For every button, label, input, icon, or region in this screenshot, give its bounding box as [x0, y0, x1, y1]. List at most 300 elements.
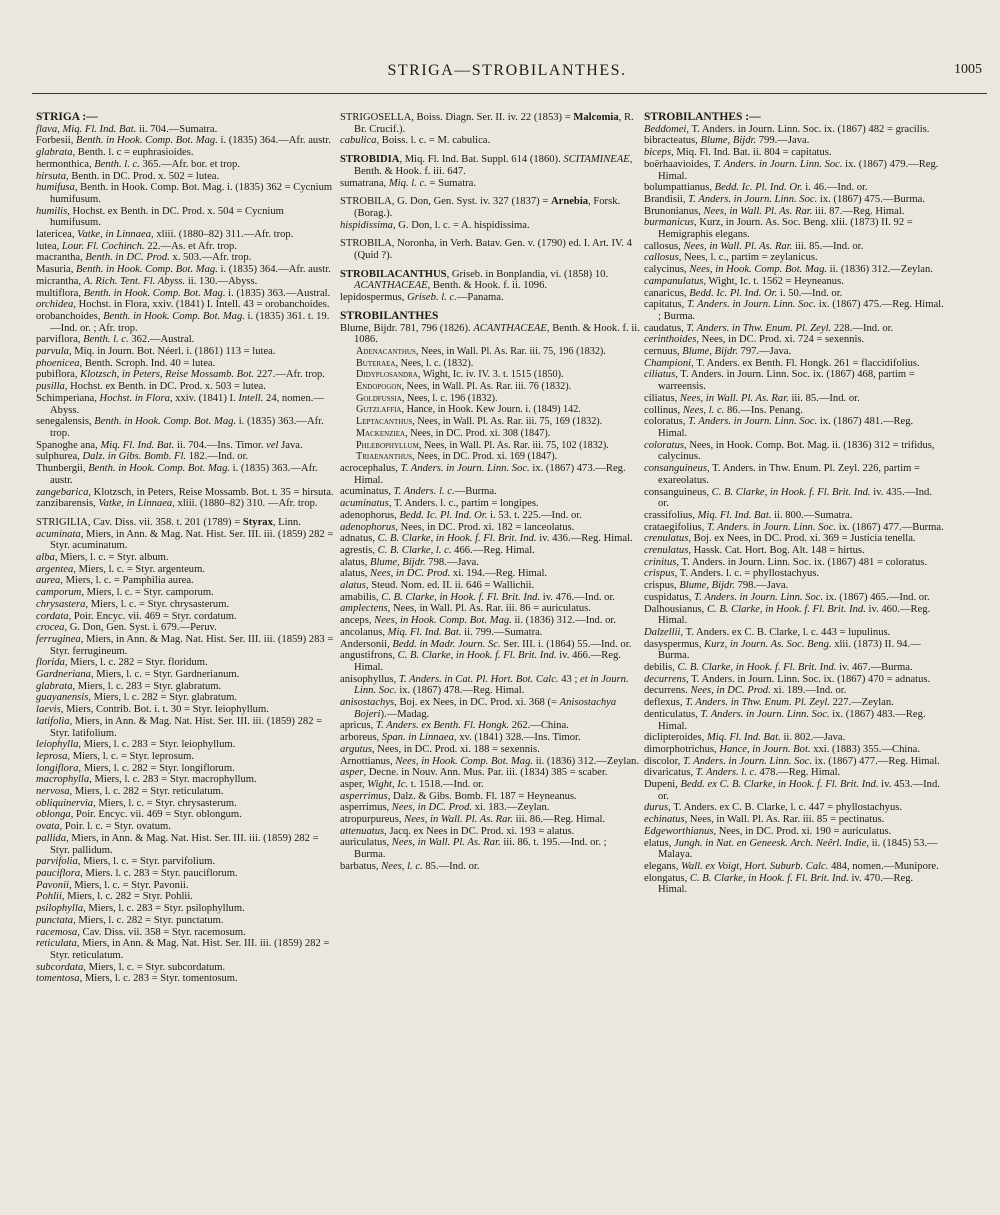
index-entry — [36, 833, 336, 856]
entry-text: , Benth. Scroph. Ind. 40 = lutea. — [79, 357, 216, 369]
entry-text: , Nees, l. c. 196 (1832). — [401, 392, 498, 404]
index-entry — [340, 767, 640, 779]
entry-text: , Nees, in Wall. Pl. As. Rar. iii. 85 = pectinatus. — [684, 814, 885, 826]
italic-text: T. Anders. in Journ. Linn. Soc. — [686, 299, 817, 311]
index-entry — [340, 697, 640, 720]
entry-text: acrocephalus, — [340, 462, 401, 474]
italic-text: ferruginea — [36, 633, 81, 645]
entry-text: , Benth. l. c = euphrasioides. — [72, 147, 194, 159]
index-entry — [340, 486, 640, 498]
italic-text: zangebarica — [36, 486, 89, 498]
index-entry — [644, 779, 944, 802]
entry-text: crataegifolius, — [644, 521, 707, 533]
italic-text: racemosa — [36, 926, 78, 938]
entry-text: Schimperiana, — [36, 392, 100, 404]
entry-text: , Miers, l. c. 282 = Styr. reticulatum. — [69, 786, 224, 798]
index-entry — [340, 292, 640, 304]
index-entry — [36, 868, 336, 880]
italic-text: ovata — [36, 821, 60, 833]
entry-text: , Miers, l. c. 283 = Styr. glabratum. — [72, 680, 222, 692]
index-entry — [36, 276, 336, 288]
genus-synonym: Gutzlaffia — [356, 404, 402, 416]
index-entry — [340, 861, 640, 873]
entry-text: —Panama. — [456, 292, 504, 304]
entry-text: ix. (1867) 479.—Reg. Himal. — [658, 158, 939, 182]
index-entry — [36, 517, 336, 529]
entry-text: , Nees, in Wall. Pl. As. Rar. iii. 75, 196 (1832). — [415, 345, 606, 357]
entry-text: , Cav. Diss. vii. 358 = Styr. racemosum. — [77, 926, 246, 938]
index-entry — [36, 487, 336, 499]
italic-text: argutus — [340, 743, 372, 755]
entry-text: crispus, — [644, 580, 680, 592]
italic-text: T. Anders. in Cat. Pl. Hort. Bot. Calc. — [398, 673, 559, 685]
entry-text: alatus, — [340, 568, 371, 580]
entry-text: , Miers, l. c. = Styr. camporum. — [81, 587, 214, 599]
italic-text: Blume, Bijdr. — [700, 135, 757, 147]
index-entry — [36, 716, 336, 739]
index-entry — [340, 545, 640, 557]
entry-text: , T. Anders. in Journ. Linn. Soc. ix. (1867) 481 = coloratus. — [676, 556, 928, 568]
italic-text: Klotzsch, in Peters, Reise Mossamb. Bot. — [80, 369, 255, 381]
synonym-entry — [340, 358, 640, 370]
entry-text: apricus, — [340, 720, 376, 732]
bold-name: Arnebia — [550, 196, 589, 208]
italic-text: guayanensis — [36, 692, 89, 704]
italic-text: Championi — [644, 357, 692, 369]
entry-text: , Nees, in Wall. Pl. As. Rar. iii. 86 = auriculatus. — [387, 603, 591, 615]
entry-text: micrantha, — [36, 275, 84, 287]
entry-text: 798.—Java. — [734, 580, 789, 592]
index-entry — [340, 826, 640, 838]
index-entry — [644, 580, 944, 592]
index-entry — [644, 288, 944, 300]
index-entry — [36, 692, 336, 704]
index-entry — [36, 915, 336, 927]
entry-text: bolumpattianus, — [644, 182, 715, 194]
entry-text: lutea, — [36, 240, 62, 252]
italic-text: ACANTHACEAE — [354, 280, 428, 292]
entry-text: x. 503.—Afr. trop. — [169, 252, 252, 264]
synonym-entry — [340, 416, 640, 428]
entry-text: senegalensis, — [36, 416, 95, 428]
italic-text: Benth. in Hook. Comp. Bot. Mag. — [76, 264, 218, 276]
synonym-entry — [340, 440, 640, 452]
italic-text: longiflora — [36, 762, 79, 774]
index-entry — [644, 217, 944, 240]
entry-text: 182.—Ind. or. — [186, 451, 249, 463]
synonym-entry — [340, 381, 640, 393]
entry-text: divaricatus, — [644, 767, 696, 779]
entry-text: 798.—Java. — [425, 556, 479, 568]
entry-text: ii. 799.—Sumatra. — [461, 626, 543, 638]
italic-text: argentea — [36, 563, 74, 575]
entry-text: alatus, — [340, 556, 371, 568]
entry-text: , Miers, in Ann. & Mag. Nat. Hist. Ser. III. iii. (1859) 282 = Styr. reticulatum. — [50, 938, 330, 961]
italic-text: alatus — [340, 580, 366, 592]
entry-text: Ser. III. i. (1864) 55.—Ind. or. — [500, 638, 632, 650]
entry-text: , Miers, l. c. 282 = Styr. longiflorum. — [78, 762, 235, 774]
entry-text: Forbesii, — [36, 135, 77, 147]
entry-text: 799.—Java. — [756, 135, 810, 147]
entry-text: ciliatus, — [644, 392, 680, 404]
index-entry — [340, 112, 640, 135]
index-entry — [644, 276, 944, 288]
index-entry — [340, 533, 640, 545]
entry-text: , Hochst. in Flora, xxiv. (1841) I. Intell. 43 = orobanchoides. — [73, 299, 330, 311]
index-entry — [36, 880, 336, 892]
index-entry — [644, 264, 944, 276]
italic-text: callosus — [644, 252, 679, 264]
index-entry — [36, 252, 336, 264]
italic-text: macrophylla — [36, 774, 90, 786]
entry-text: coloratus, — [644, 416, 689, 428]
entry-text: ix. (1867) 465.—Ind. or. — [823, 591, 930, 603]
entry-text: arboreus, — [340, 732, 382, 744]
entry-text: 227.—Afr. trop. — [254, 369, 325, 381]
index-entry — [36, 346, 336, 358]
entry-text: , Miers, l. c. = Styr. album. — [54, 552, 169, 564]
bold-name: STROBILACANTHUS — [340, 268, 447, 280]
entry-text: xxi. (1883) 355.—China. — [810, 743, 921, 755]
italic-text: adenophorus — [340, 521, 396, 533]
italic-text: chrysastera — [36, 598, 86, 610]
italic-text: crinitus — [644, 556, 677, 568]
entry-text: , Boj. ex Nees, in DC. Prod. xi. 369 = Justicia tenella. — [688, 533, 916, 545]
index-entry — [36, 611, 336, 623]
index-entry — [36, 927, 336, 939]
entry-text: dasyspermus, — [644, 638, 705, 650]
entry-text: iv. 460.—Reg. Himal. — [658, 603, 931, 627]
entry-text: , T. Anders. ex C. B. Clarke, l. c. 443 = lupulinus. — [680, 626, 891, 638]
entry-text: i. (1835) 364.—Afr. austr. — [217, 135, 331, 147]
italic-text: obliquinervia — [36, 797, 94, 809]
italic-text: acuminata — [36, 528, 81, 540]
bold-name: STROBIDIA — [340, 154, 400, 166]
entry-text: debilis, — [644, 662, 678, 674]
index-entry — [644, 522, 944, 534]
italic-text: Nees, in Hook. Comp. Bot. Mag. — [395, 755, 534, 767]
entry-text: , Miers, l. c. = Pamphilia aurea. — [60, 575, 194, 587]
entry-text: 478.—Reg. Himal. — [756, 767, 841, 779]
index-entry — [340, 522, 640, 534]
entry-text: , Nees, l. c. (1832). — [395, 357, 474, 369]
index-entry — [340, 557, 640, 569]
index-entry — [644, 206, 944, 218]
entry-text: i. (1835) 363.—Austral. — [225, 287, 331, 299]
italic-text: Nees, in Wall. Pl. As. Rar. — [703, 205, 813, 217]
entry-text: i. (1835) 364.—Afr. austr. — [217, 264, 331, 276]
index-entry — [644, 440, 944, 463]
entry-text: , Linn. — [272, 516, 301, 528]
entry-text: Dalhousianus, — [644, 603, 707, 615]
entry-text: , Klotzsch, in Peters, Reise Mossamb. Bot. t. 35 = hirsuta. — [88, 486, 334, 498]
entry-text: , Nees, in DC. Prod. xi. 724 = sexennis. — [696, 334, 865, 346]
entry-text: atropurpureus, — [340, 814, 405, 826]
entry-text: , Miers, l. c. = Styr. parvifolium. — [77, 856, 216, 868]
index-entry — [36, 124, 336, 136]
italic-text: Blume, Bijdr. — [682, 346, 738, 358]
italic-text: oblonga — [36, 809, 71, 821]
entry-text: , Miers, l. c. 283 = Styr. tomentosum. — [79, 973, 238, 985]
italic-text: Blume, Bijdr. — [370, 556, 426, 568]
index-entry — [36, 786, 336, 798]
index-entry — [340, 220, 640, 232]
entry-text: ix. (1867) 483.—Reg. Himal. — [658, 708, 926, 732]
entry-text: asper, — [340, 778, 368, 790]
index-entry — [644, 346, 944, 358]
entry-text: barbatus, — [340, 860, 382, 872]
entry-text: hermonthica, — [36, 158, 95, 170]
entry-text: STRIGILIA, Cav. Diss. vii. 358. t. 201 (1789) = — [36, 516, 243, 528]
italic-text: alba — [36, 552, 55, 564]
italic-text: Benth. in Hook. Comp. Bot. Mag. — [103, 310, 245, 322]
index-entry — [340, 650, 640, 673]
entry-text: cuspidatus, — [644, 591, 695, 603]
index-entry — [644, 147, 944, 159]
italic-text: parvifolia — [36, 856, 78, 868]
italic-text: cordata — [36, 610, 69, 622]
index-entry — [644, 252, 944, 264]
entry-text: , G. Don, Gen. Syst. i. 679.—Peruv. — [64, 622, 217, 634]
index-entry — [644, 732, 944, 744]
index-entry — [340, 510, 640, 522]
entry-text: iii. 87.—Reg. Himal. — [812, 205, 905, 217]
entry-text: zanzibarensis, — [36, 498, 99, 510]
entry-text: , T. Anders. in Thw. Enum. Pl. Zeyl. 226, partim = exareolatus. — [658, 463, 920, 486]
italic-text: C. B. Clarke, in Hook. f. Fl. Brit. Ind. — [689, 872, 849, 884]
entry-text: , Miers, l. c. = Styr. subcordatum. — [83, 961, 226, 973]
index-entry — [36, 891, 336, 903]
index-entry — [36, 564, 336, 576]
entry-text: , Miers, l. c. = Styr. leprosum. — [67, 750, 195, 762]
entry-text: 86.—Ins. Penang. — [724, 404, 803, 416]
italic-text: Hance, in Journ. Bot. — [719, 743, 811, 755]
italic-text: crocea — [36, 622, 65, 634]
index-entry — [36, 393, 336, 416]
italic-text: parvula — [36, 346, 69, 358]
italic-text: Benth. in Hook. Comp. Bot. Mag. — [83, 287, 226, 299]
index-entry — [36, 798, 336, 810]
index-entry — [644, 487, 944, 510]
entry-text: Brunonianus, — [644, 205, 704, 217]
italic-text: anisostachys — [340, 697, 395, 709]
italic-text: Griseb. l. c. — [407, 292, 457, 304]
italic-text: Bedd. Ic. Pl. Ind. Or. — [714, 182, 803, 194]
index-entry — [340, 639, 640, 651]
index-entry — [340, 732, 640, 744]
entry-text: iii. 85.—Ind. or. — [792, 240, 864, 252]
italic-text: Benth. in DC. Prod. — [85, 252, 170, 264]
entry-text: , xv. (1841) 328.—Ins. Timor. — [453, 732, 581, 744]
italic-text: Nees, in Wall. Pl. As. Rar. — [683, 240, 793, 252]
index-entry — [644, 756, 944, 768]
index-entry — [36, 599, 336, 611]
index-entry — [644, 861, 944, 873]
entry-text: Brandisii, — [644, 193, 689, 205]
entry-text: , Miers, in Ann. & Mag. Nat. Hist. Ser. III. iii. (1859) 282 = Styr. latifolium. — [50, 715, 323, 739]
entry-text: Java. — [278, 439, 303, 451]
entry-text: Thunbergii, — [36, 463, 89, 475]
index-entry — [644, 685, 944, 697]
index-entry — [644, 405, 944, 417]
entry-text: ix. (1867) 475.—Reg. Himal. ; Burma. — [658, 299, 944, 322]
section-heading: STRIGA :— — [36, 112, 98, 123]
italic-text: T. Anders. in Thw. Enum. Pl. Zeyl. — [685, 697, 830, 709]
entry-text: ii. (1836) 312.—Zeylan. — [533, 755, 639, 767]
entry-text: anisophyllus, — [340, 673, 399, 685]
entry-text: , Miers, l. c. 283 = Styr. leiophyllum. — [78, 739, 236, 751]
genus-synonym: Phlebophyllum — [356, 439, 419, 451]
index-entry — [36, 241, 336, 253]
index-entry — [644, 826, 944, 838]
synonym-entry — [340, 404, 640, 416]
synonym-entry — [340, 428, 640, 440]
entry-text: 228.—Ind. or. — [831, 322, 894, 334]
genus-synonym: Adenacanthus — [356, 345, 416, 357]
italic-text: laevis — [36, 704, 61, 716]
entry-text: iii. 85.—Ind. or. — [788, 392, 860, 404]
entry-text: diclipteroides, — [644, 732, 707, 744]
entry-text: , T. Anders. in Journ. Linn. Soc. ix. (1867) 482 = gracilis. — [686, 123, 930, 135]
italic-text: asperrimus — [340, 790, 388, 802]
entry-text: , Miers, in Ann. & Mag. Nat. Hist. Ser. III. iii. (1859) 282 = Styr. acuminatum. — [50, 528, 334, 552]
index-entry — [340, 135, 640, 147]
entry-text: , Miers, in Ann. & Mag. Nat. Hist. Ser. III. iii. (1859) 282 = Styr. pallidum. — [50, 832, 319, 856]
index-entry — [36, 739, 336, 751]
italic-text: C. B. Clarke, in Hook. f. Fl. Brit. Ind. — [677, 662, 837, 674]
page-number: 1005 — [954, 62, 982, 77]
italic-text: coloratus — [644, 439, 685, 451]
entry-text: , Boiss. l. c. = M. cabulica. — [376, 135, 491, 147]
entry-text: , Nees, in Hook. Comp. Bot. Mag. ii. (1836) 312 = trifidus, calycinus. — [658, 439, 935, 463]
index-entry — [644, 592, 944, 604]
italic-text: decurrens — [644, 673, 686, 685]
entry-text: , Jacq. ex Nees in DC. Prod. xi. 193 = alatus. — [384, 825, 575, 837]
entry-text: , Miers, l. c. 283 = Styr. macrophyllum. — [89, 774, 257, 786]
italic-text: Benth. in Hook. Comp. Bot. Mag. — [76, 135, 218, 147]
entry-text: , Nees, in DC. Prod. xi. 190 = auriculatus. — [713, 825, 892, 837]
italic-text: Intell. — [238, 392, 264, 404]
entry-text: parviflora, — [36, 334, 84, 346]
italic-text: orchidea — [36, 299, 74, 311]
italic-text: crenulatus — [644, 533, 689, 545]
entry-text: ii. 802.—Java. — [780, 732, 846, 744]
entry-text: 227.—Zeylan. — [829, 697, 894, 709]
italic-text: Nees, in Wall. Pl. As. Rar. — [391, 837, 501, 849]
entry-text: , Hance, in Hook. Kew Journ. i. (1849) 142. — [401, 404, 581, 416]
entry-text: , Benth. & Hook. f. ii. 1086. — [354, 322, 640, 346]
index-entry — [644, 814, 944, 826]
entry-text: ii. 130.—Abyss. — [185, 275, 258, 287]
italic-text: T. Anders. in Journ. Linn. Soc. — [694, 591, 824, 603]
index-entry — [36, 973, 336, 985]
entry-text: crassifolius, — [644, 509, 698, 521]
index-entry — [36, 821, 336, 833]
index-entry — [644, 873, 944, 896]
italic-text: T. Anders. in Journ. Linn. Soc. — [713, 158, 843, 170]
index-entry — [644, 767, 944, 779]
page-title: STRIGA—STROBILANTHES. — [387, 62, 627, 79]
entry-text: , Dalz. & Gibs. Bomb. Fl. 187 = Heyneanus. — [387, 790, 577, 802]
entry-text: cernuus, — [644, 346, 683, 358]
entry-text: Arnottianus, — [340, 755, 396, 767]
entry-text: 85.—Ind. or. — [422, 860, 480, 872]
italic-text: cabulica — [340, 135, 377, 147]
entry-text: , G. Don, l. c. = A. hispidissima. — [392, 219, 530, 231]
entry-text: consanguineus, — [644, 486, 712, 498]
entry-text: , Miers, l. c. 283 = Styr. psilophyllum. — [83, 903, 245, 915]
italic-text: consanguineus — [644, 463, 707, 475]
index-entry — [340, 269, 640, 292]
entry-text: elongatus, — [644, 872, 690, 884]
index-entry — [644, 241, 944, 253]
index-entry — [36, 751, 336, 763]
entry-text: i. (1835) 361. t. 19.—Ind. or. ; Afr. trop. — [50, 310, 330, 334]
italic-text: et in Journ. Linn. Soc. — [354, 673, 629, 697]
index-entry — [644, 323, 944, 335]
italic-text: campanulatus — [644, 275, 704, 287]
entry-text: iv. 467.—Burma. — [836, 662, 913, 674]
italic-text: T. Anders. l. c. — [393, 486, 455, 498]
entry-text: 466.—Reg. Himal. — [451, 544, 535, 556]
entry-text: , Decne. in Nouv. Ann. Mus. Par. iii. (1834) 385 = scaber. — [363, 767, 608, 779]
index-entry — [36, 962, 336, 974]
header-rule — [32, 93, 987, 94]
entry-text: adenophorus, — [340, 509, 400, 521]
entry-text: ii. (1836) 312.—Zeylan. — [827, 264, 933, 276]
entry-text: , Miers, l. c. = Styr. chrysasterum. — [85, 598, 230, 610]
entry-text: ancolanus, — [340, 626, 388, 638]
index-entry — [644, 557, 944, 569]
entry-text: anceps, — [340, 615, 375, 627]
entry-text: , Miers, l. c. 282 = Styr. punctatum. — [73, 914, 224, 926]
entry-text: t. 1518.—Ind. or. — [408, 778, 484, 790]
entry-text: , xxiv. (1841) I. — [169, 392, 239, 404]
entry-text: , Nees, in Wall. Pl. As. Rar. iii. 75, 169 (1832). — [412, 416, 603, 428]
genus-synonym: Buteraea — [356, 357, 396, 369]
entry-text: , Wight, Ic. t. 1562 = Heyneanus. — [703, 275, 844, 287]
index-entry — [644, 639, 944, 662]
entry-text: ii. (1836) 312.—Ind. or. — [511, 615, 617, 627]
italic-text: C. B. Clarke, in Hook. f. Fl. Brit. Ind. — [397, 650, 557, 662]
index-entry — [644, 674, 944, 686]
italic-text: vel — [266, 439, 279, 451]
entry-text: i. 53. t. 225.—Ind. or. — [487, 509, 582, 521]
italic-text: hispidissima — [340, 219, 393, 231]
italic-text: Bedd. Ic. Pl. Ind. Or. — [399, 509, 488, 521]
entry-text: acuminatus, — [340, 486, 394, 498]
index-entry — [644, 627, 944, 639]
index-entry — [644, 194, 944, 206]
entry-text: , Miq. Fl. Ind. Bat. ii. 804 = capitatus. — [671, 147, 832, 159]
italic-text: echinatus — [644, 814, 685, 826]
entry-text: , Miers, l. c. = Styr. chrysasterum. — [93, 797, 237, 809]
italic-text: C. B. Clarke, in Hook. f. Fl. Brit. Ind. — [711, 486, 871, 498]
index-entry — [36, 358, 336, 370]
entry-text: Masuria, — [36, 264, 77, 276]
entry-text: 362.—Austral. — [128, 334, 195, 346]
italic-text: Bedd. ex C. B. Clarke, in Hook. f. Fl. Brit. Ind. — [680, 779, 879, 791]
index-entry — [340, 756, 640, 768]
italic-text: pauciflora — [36, 868, 81, 879]
italic-text: Gardneriana — [36, 669, 91, 681]
entry-text: ix. (1867) 478.—Reg. Himal. — [396, 685, 525, 697]
entry-text: orobanchoides, — [36, 310, 104, 322]
entry-text: , Poir. Encyc. vii. 469 = Styr. cordatum. — [68, 610, 237, 622]
index-entry — [36, 763, 336, 775]
index-entry — [340, 802, 640, 814]
italic-text: phoenicea — [36, 357, 80, 369]
